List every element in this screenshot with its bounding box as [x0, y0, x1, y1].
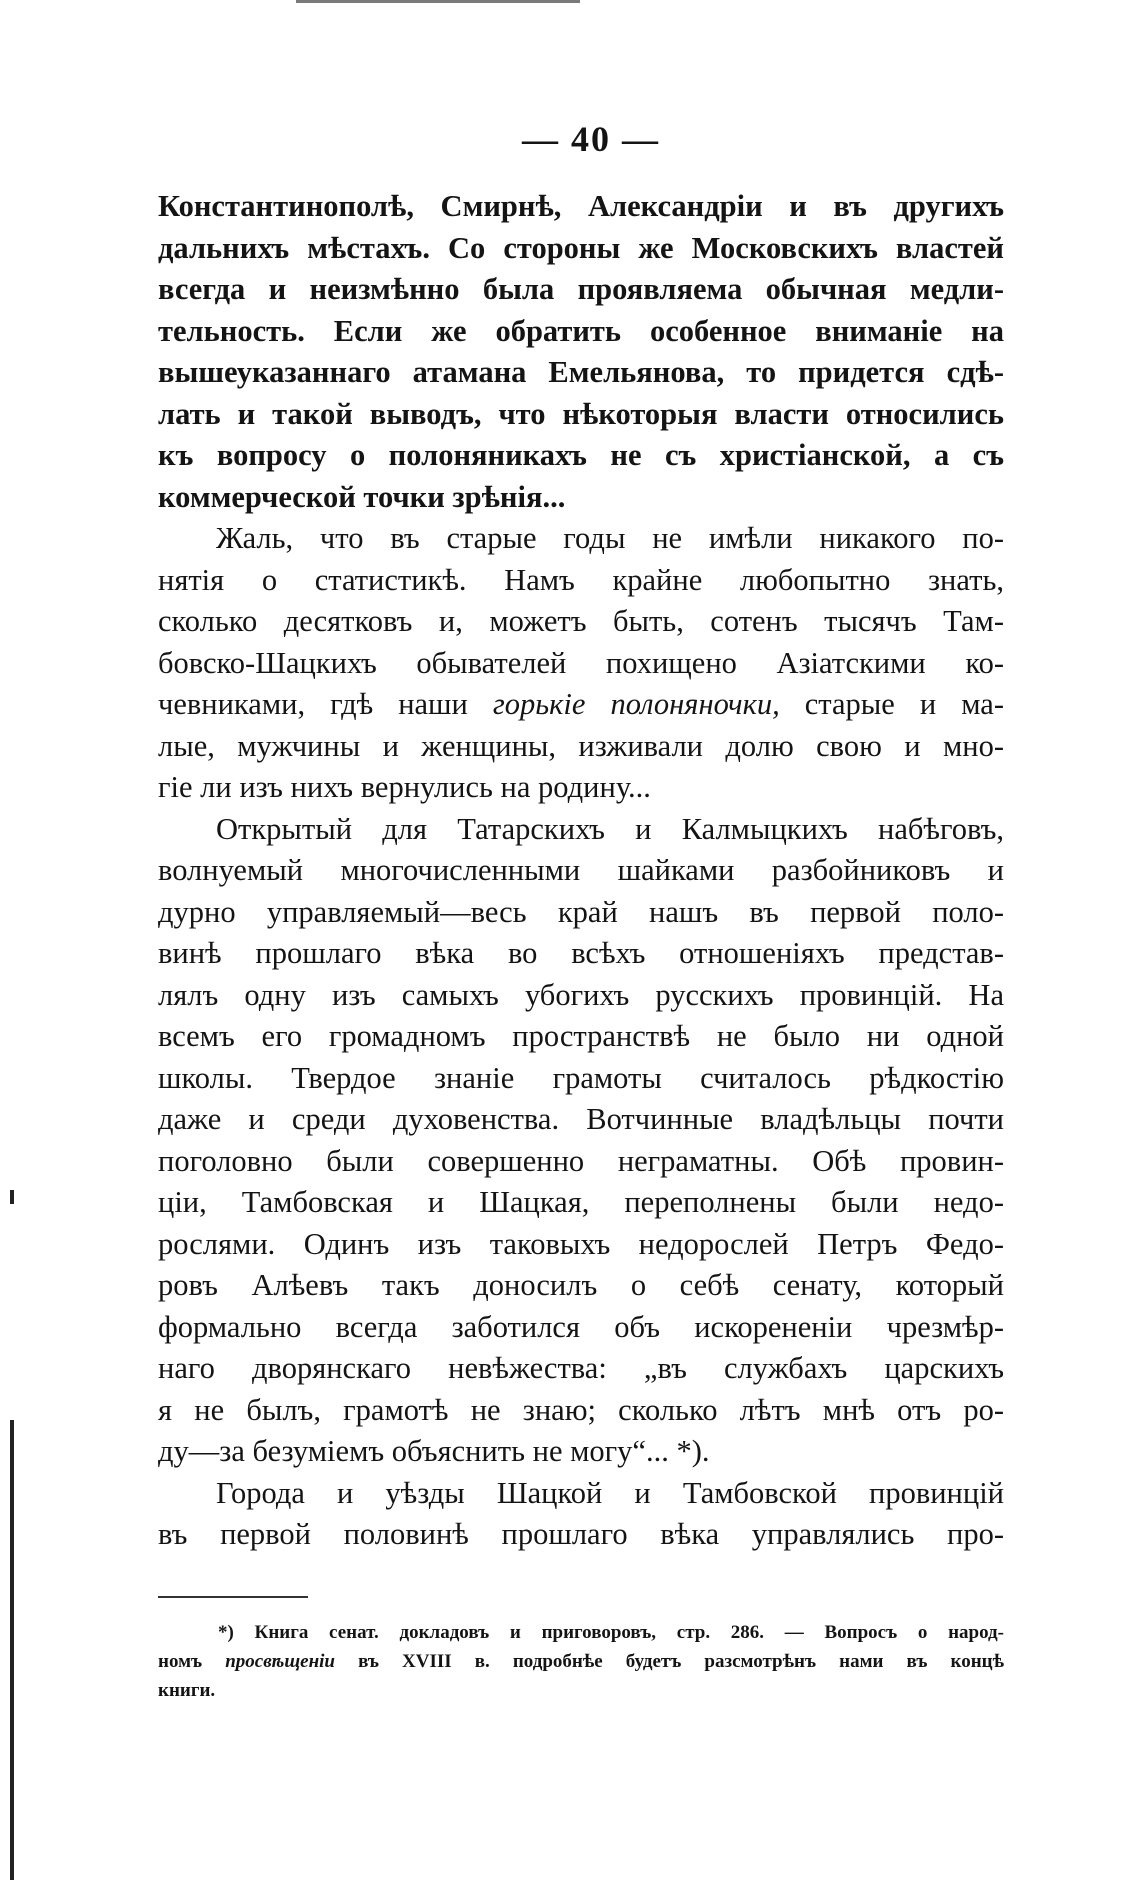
text-line: вышеуказаннаго атамана Емельянова, то придется сдѣ-: [158, 355, 1004, 389]
text-line: ровъ Алѣевъ такъ доносилъ о себѣ сенату, который: [158, 1268, 1004, 1302]
text-line-with-emphasis: [158, 684, 1004, 726]
text-segment: номъ: [158, 1650, 226, 1672]
text-line: я не былъ, грамотѣ не знаю; сколько лѣтъ мнѣ отъ ро-: [158, 1392, 1004, 1427]
text-segment: въ XVIII в. подробнѣе будетъ разсмотрѣнъ нами въ концѣ: [335, 1650, 1004, 1672]
paragraph-1: [158, 186, 1004, 518]
text-line: сколько десятковъ и, можетъ быть, сотенъ тысячъ Там-: [158, 604, 1004, 638]
text-segment: чевниками, гдѣ наши: [158, 687, 493, 721]
paragraph-2: [158, 518, 1004, 809]
footnote-line: [158, 1647, 1004, 1676]
paragraph-4: [158, 1473, 1004, 1556]
text-line: формально всегда заботился объ искорененіи чрезмѣр-: [158, 1309, 1004, 1344]
text-line: ціи, Тамбовская и Шацкая, переполнены были недо-: [158, 1185, 1004, 1219]
paragraph-3: [158, 809, 1004, 1473]
text-line: поголовно были совершенно неграматны. Обѣ провин-: [158, 1143, 1004, 1178]
text-line: въ первой половинѣ прошлаго вѣка управлялись про-: [158, 1517, 1004, 1551]
text-line: винѣ прошлаго вѣка во всѣхъ отношеніяхъ представ-: [158, 936, 1004, 970]
text-line: Жаль, что въ старые годы не имѣли никакого по-: [216, 521, 1004, 555]
text-line: Города и уѣзды Шацкой и Тамбовской провинцій: [216, 1475, 1004, 1510]
text-line: наго дворянскаго невѣжества: „въ службахъ царскихъ: [158, 1351, 1004, 1385]
text-line: лялъ одну изъ самыхъ убогихъ русскихъ провинцій. На: [158, 977, 1004, 1012]
emphasized-phrase: горькіе полоняночки,: [492, 687, 780, 721]
text-line: гіе ли изъ нихъ вернулись на родину...: [158, 770, 651, 804]
text-line: ду—за безуміемъ объяснить не могу“... *).: [158, 1434, 710, 1468]
text-line: Открытый для Татарскихъ и Калмыцкихъ набѣговъ,: [216, 811, 1004, 846]
footnote-line: книги.: [158, 1679, 216, 1701]
emphasized-phrase: просвѣщеніи: [225, 1650, 336, 1672]
text-line: всегда и неизмѣнно была проявляема обычная медли-: [158, 272, 1004, 306]
body-text: [158, 186, 1004, 1556]
page: [158, 118, 1004, 1705]
text-line: лать и такой выводъ, что нѣкоторыя власти относились: [158, 396, 1004, 431]
text-line: Константинополѣ, Смирнѣ, Александріи и въ другихъ: [158, 189, 1004, 223]
text-line: рослями. Одинъ изъ таковыхъ недорослей Петръ Федо-: [158, 1226, 1004, 1261]
text-line: даже и среди духовенства. Вотчинные владѣльцы почти: [158, 1102, 1004, 1136]
margin-mark: [10, 1420, 14, 1880]
footnote-rule: [158, 1596, 308, 1598]
text-line: дальнихъ мѣстахъ. Со стороны же Московскихъ властей: [158, 230, 1004, 265]
text-segment: старые и ма-: [779, 687, 1004, 721]
margin-mark: [10, 1190, 14, 1204]
text-line: дурно управляемый—весь край нашъ въ первой поло-: [158, 894, 1004, 929]
text-line: тельность. Если же обратить особенное вниманіе на: [158, 313, 1004, 348]
page-number: — 40 —: [522, 119, 660, 159]
text-line: всемъ его громадномъ пространствѣ не было ни одной: [158, 1019, 1004, 1053]
text-line: волнуемый многочисленными шайками разбойниковъ и: [158, 853, 1004, 887]
top-rule: [296, 0, 580, 3]
text-line: школы. Твердое знаніе грамоты считалось рѣдкостію: [158, 1060, 1004, 1095]
text-line: нятія о статистикѣ. Намъ крайне любопытно знать,: [158, 562, 1004, 597]
footnote-line: *) Книга сенат. докладовъ и приговоровъ, стр. 286. — Вопросъ о народ-: [218, 1621, 1004, 1643]
text-line: бовско-Шацкихъ обывателей похищено Азіатскими ко-: [158, 645, 1004, 680]
text-line: лые, мужчины и женщины, изживали долю свою и мно-: [158, 728, 1004, 763]
text-line: коммерческой точки зрѣнія...: [158, 479, 566, 514]
text-line: къ вопросу о полоняникахъ не съ христіанской, а съ: [158, 438, 1004, 472]
footnote: [158, 1618, 1004, 1705]
